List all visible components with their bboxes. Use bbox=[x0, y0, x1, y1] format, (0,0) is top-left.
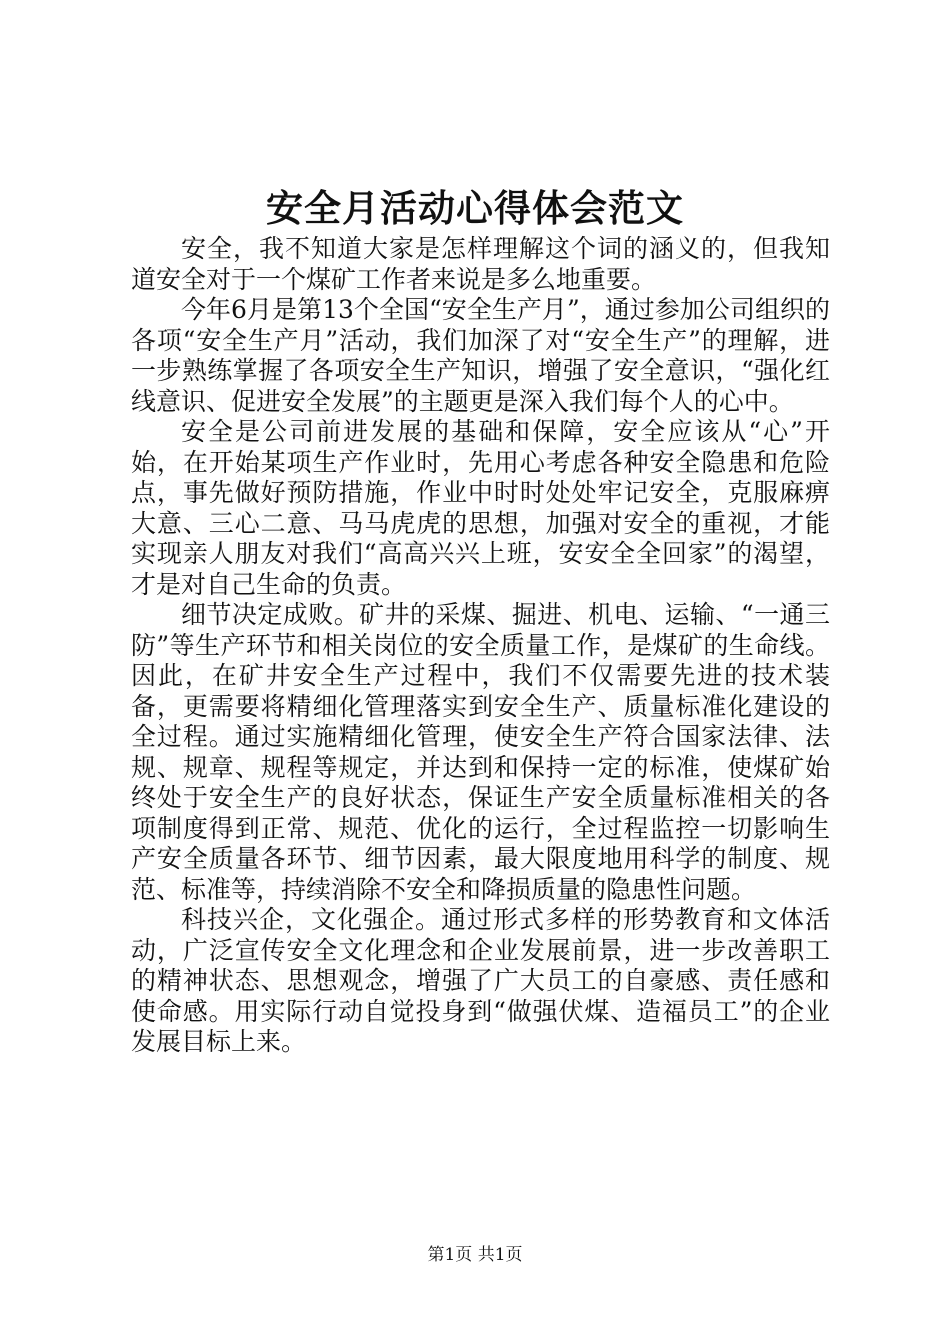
page-footer: 第1页 共1页 bbox=[427, 1245, 523, 1265]
document-body bbox=[131, 234, 830, 1058]
paragraph-2: 今年6月是第13个全国“安全生产月”，通过参加公司组织的各项“安全生产月”活动，我们加深了对“安全生产”的理解，进一步熟练掌握了各项安全生产知识，增强了安全意识，“强化红线意识、促进安全发展”的主题更是深入我们每个人的心中。 bbox=[131, 295, 830, 416]
paragraph-3: 安全是公司前进发展的基础和保障，安全应该从“心”开始，在开始某项生产作业时，先用心考虑各种安全隐患和危险点，事先做好预防措施，作业中时时处处牢记安全，克服麻痹大意、三心二意、马马虎虎的思想，加强对安全的重视，才能实现亲人朋友对我们“高高兴兴上班，安安全全回家”的渴望，才是对自己生命的负责。 bbox=[131, 417, 830, 599]
paragraph-4: 细节决定成败。矿井的采煤、掘进、机电、运输、“一通三防”等生产环节和相关岗位的安全质量工作，是煤矿的生命线。因此，在矿井安全生产过程中，我们不仅需要先进的技术装备，更需要将精细化管理落实到安全生产、质量标准化建设的全过程。通过实施精细化管理，使安全生产符合国家法律、法规、规章、规程等规定，并达到和保持一定的标准，使煤矿始终处于安全生产的良好状态，保证生产安全质量标准相关的各项制度得到正常、规范、优化的运行，全过程监控一切影响生产安全质量各环节、细节因素，最大限度地用科学的制度、规范、标准等，持续消除不安全和降损质量的隐患性问题。 bbox=[131, 600, 830, 904]
paragraph-1: 安全，我不知道大家是怎样理解这个词的涵义的，但我知道安全对于一个煤矿工作者来说是多么地重要。 bbox=[131, 234, 830, 294]
document-title: 安全月活动心得体会范文 bbox=[266, 186, 684, 230]
paragraph-5: 科技兴企，文化强企。通过形式多样的形势教育和文体活动，广泛宣传安全文化理念和企业发展前景，进一步改善职工的精神状态、思想观念，增强了广大员工的自豪感、责任感和使命感。用实际行动自觉投身到“做强伏煤、造福员工”的企业发展目标上来。 bbox=[131, 905, 830, 1056]
